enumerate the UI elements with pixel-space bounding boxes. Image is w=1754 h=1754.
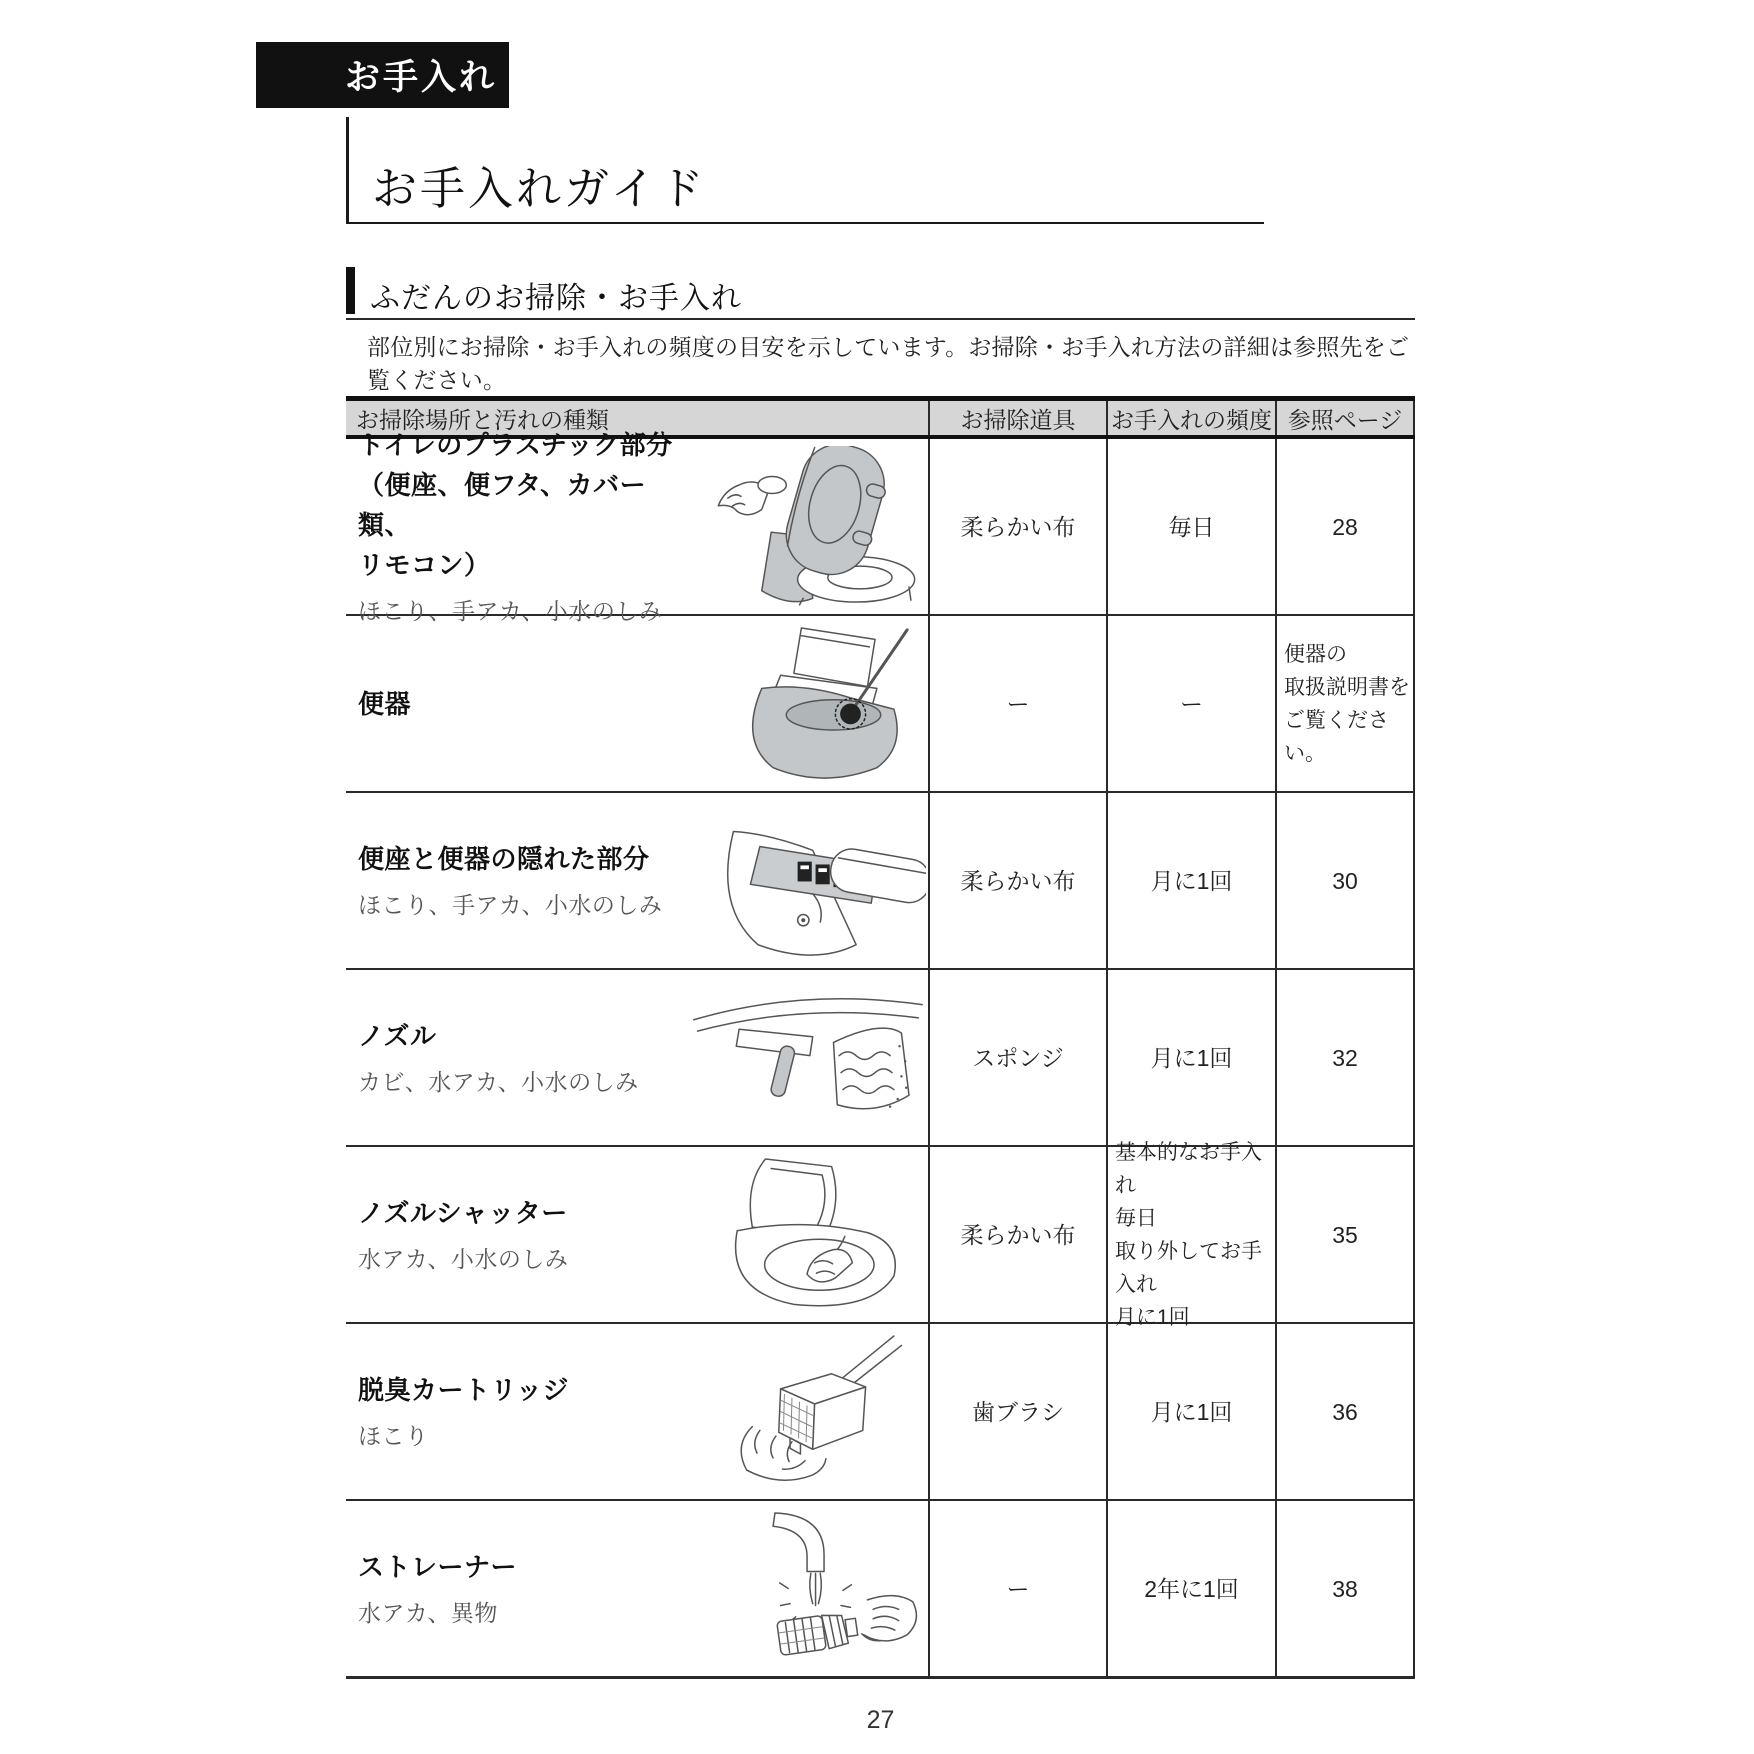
tool-cell: 柔らかい布: [928, 439, 1106, 614]
frequency-cell: 月に1回: [1106, 793, 1275, 968]
dirt-types: ほこり、手アカ、小水のしみ: [358, 598, 663, 624]
page-number: 27: [866, 1706, 895, 1734]
intro-text: 部位別にお掃除・お手入れの頻度の目安を示しています。お掃除・お手入れ方法の詳細は参照先をご覧ください。: [367, 334, 1410, 393]
care-table: [346, 396, 1415, 1679]
table-row: [346, 968, 1415, 1145]
strainer-rinse-illustration: [690, 1508, 926, 1670]
title-underline: [346, 222, 1264, 224]
ref-page-cell: 32: [1275, 970, 1415, 1145]
dirt-types: 水アカ、小水のしみ: [358, 1246, 569, 1272]
ref-page-cell: 36: [1275, 1324, 1415, 1499]
tool-cell: ー: [928, 616, 1106, 791]
table-row: [346, 1140, 1415, 1329]
ref-page-cell: 30: [1275, 793, 1415, 968]
frequency-cell: 基本的なお手入れ 毎日 取り外してお手入れ 月に1回: [1106, 1147, 1275, 1322]
frequency-cell: 2年に1回: [1106, 1501, 1275, 1676]
toilet-bowl-brush-illustration: [690, 623, 926, 785]
location-title: リモコン）: [358, 550, 491, 580]
deodorizing-cartridge-illustration: [690, 1331, 926, 1493]
location-title: ノズル: [358, 1021, 437, 1051]
header-frequency: お手入れの頻度: [1106, 401, 1275, 435]
table-row: [346, 430, 1415, 624]
location-title: （便座、便フタ、カバー類、: [358, 470, 647, 540]
dirt-types: ほこり: [358, 1423, 429, 1449]
ref-page-cell: 28: [1275, 439, 1415, 614]
dirt-types: ほこり、手アカ、小水のしみ: [358, 892, 663, 918]
tool-cell: スポンジ: [928, 970, 1106, 1145]
table-row: [346, 791, 1415, 968]
seat-hidden-area-illustration: [690, 800, 926, 962]
location-title: 便器: [358, 688, 412, 719]
chapter-badge: [256, 42, 509, 108]
frequency-cell: 月に1回: [1106, 1324, 1275, 1499]
tool-cell: 柔らかい布: [928, 1147, 1106, 1322]
header-ref-page: 参照ページ: [1275, 401, 1415, 435]
ref-page-cell: 便器の 取扱説明書を ご覧ください。: [1275, 616, 1415, 791]
frequency-cell: 月に1回: [1106, 970, 1275, 1145]
location-title: ノズルシャッター: [358, 1198, 568, 1228]
tool-cell: 歯ブラシ: [928, 1324, 1106, 1499]
location-title: 脱臭カートリッジ: [358, 1375, 569, 1405]
chapter-badge-label: お手入れ: [344, 58, 497, 97]
header-tool: お掃除道具: [928, 401, 1106, 435]
header-location: お掃除場所と汚れの種類: [356, 406, 609, 433]
table-row: [346, 614, 1415, 791]
tool-cell: ー: [928, 1501, 1106, 1676]
nozzle-shutter-illustration: [690, 1154, 926, 1316]
tool-cell: 柔らかい布: [928, 793, 1106, 968]
location-title: 便座と便器の隠れた部分: [358, 844, 650, 874]
title-accent-line: [346, 117, 349, 223]
dirt-types: カビ、水アカ、小水のしみ: [358, 1069, 639, 1095]
table-row: [346, 1499, 1415, 1676]
dirt-types: 水アカ、異物: [358, 1600, 498, 1626]
frequency-cell: ー: [1106, 616, 1275, 791]
section-accent-bar: [346, 267, 355, 314]
ref-page-cell: 35: [1275, 1147, 1415, 1322]
ref-page-cell: 38: [1275, 1501, 1415, 1676]
section-underline: [346, 318, 1415, 320]
toilet-plastic-parts-illustration: [690, 446, 926, 608]
location-title: ストレーナー: [358, 1552, 518, 1582]
location-title: トイレのプラスチック部分: [358, 430, 673, 460]
section-title: ふだんのお掃除・お手入れ: [370, 282, 742, 315]
table-row: [346, 1322, 1415, 1499]
nozzle-sponge-illustration: [690, 977, 926, 1139]
frequency-cell: 毎日: [1106, 439, 1275, 614]
page-title: お手入れガイド: [372, 163, 707, 214]
